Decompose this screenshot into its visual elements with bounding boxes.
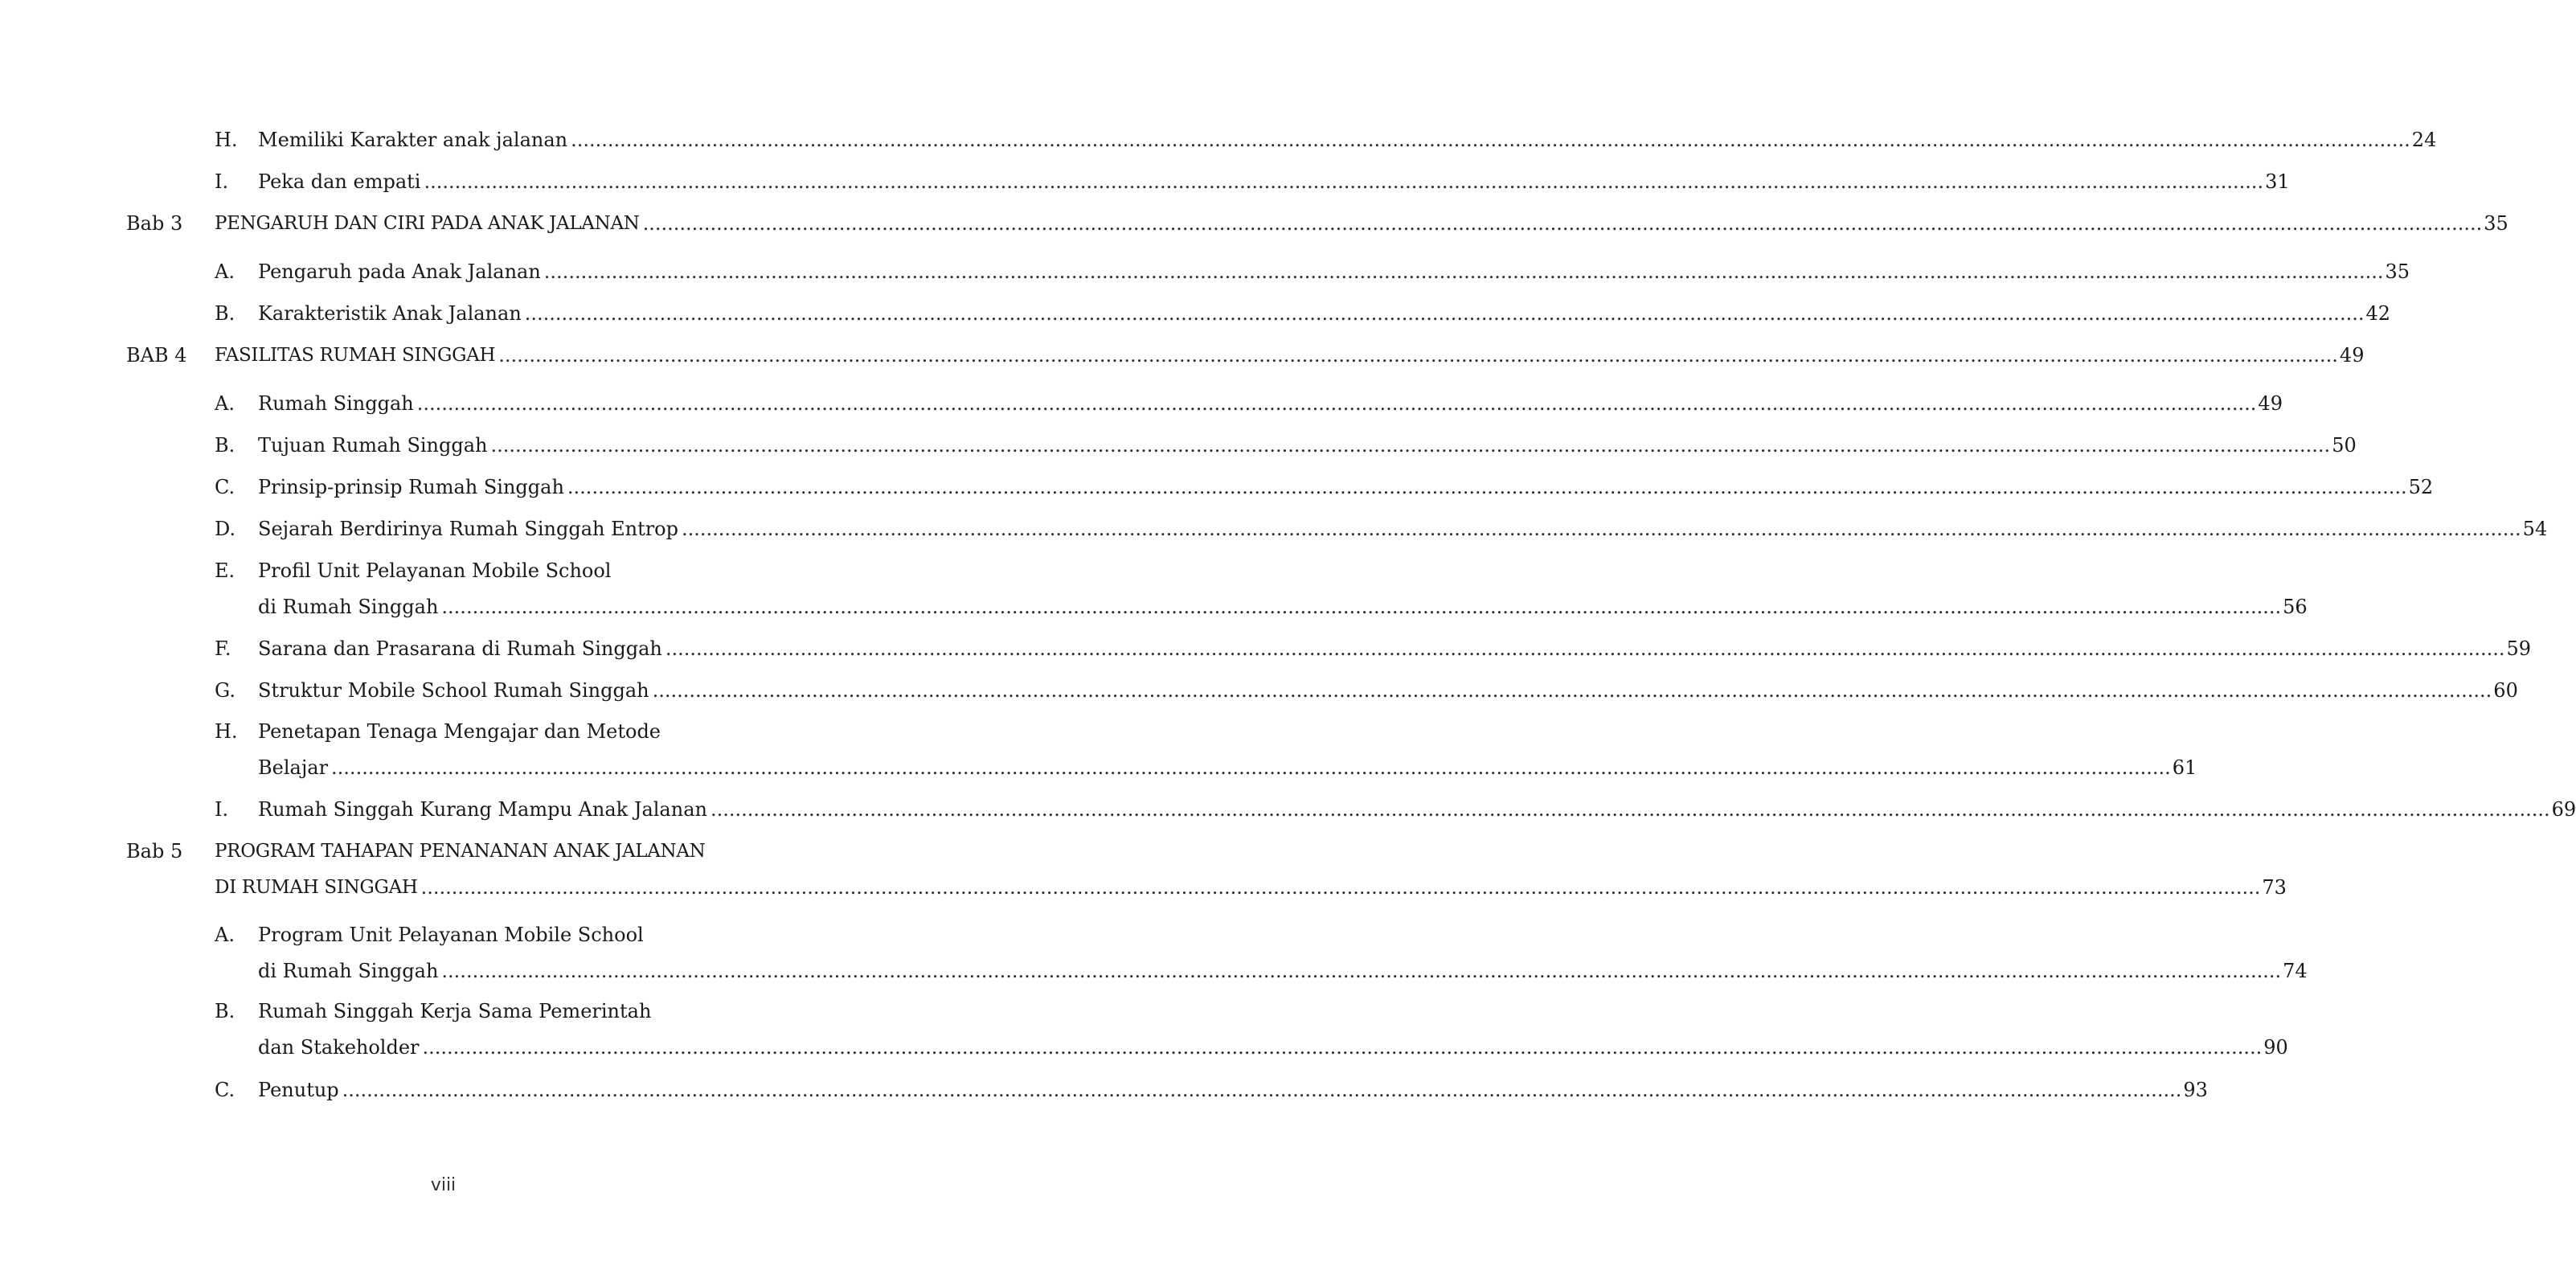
toc-dot-leader: ............................................................................................................................................................................................................................................................................................................ — [524, 302, 2365, 325]
toc-entry-title: dan Stakeholder — [258, 1036, 420, 1059]
toc-dot-leader: ............................................................................................................................................................................................................................................................................................................ — [498, 344, 2338, 367]
toc-dot-leader: ............................................................................................................................................................................................................................................................................................................ — [441, 960, 2282, 982]
toc-entry-title: Pengaruh pada Anak Jalanan — [258, 260, 541, 283]
toc-page-number: 93 — [2183, 1079, 2208, 1101]
toc-page-number: 49 — [2339, 344, 2365, 367]
toc-section-entry — [0, 472, 2434, 502]
toc-section-label: A. — [215, 924, 235, 946]
toc-section-entry — [0, 166, 2290, 197]
toc-entry-title: Memiliki Karakter anak jalanan — [258, 129, 568, 151]
toc-section-entry — [0, 675, 2518, 706]
toc-entry-title: Belajar — [258, 756, 329, 779]
toc-entry-title: Prinsip-prinsip Rumah Singgah — [258, 476, 564, 498]
toc-section-label: B. — [215, 1000, 235, 1022]
toc-page-number: 35 — [2385, 260, 2410, 283]
toc-dot-leader: ............................................................................................................................................................................................................................................................................................................ — [665, 637, 2505, 660]
toc-dot-leader: ............................................................................................................................................................................................................................................................................................................ — [420, 876, 2261, 899]
toc-page-number: 31 — [2265, 170, 2290, 193]
toc-section-entry — [0, 256, 2410, 287]
toc-page-number: 60 — [2493, 679, 2518, 702]
toc-dot-leader: ............................................................................................................................................................................................................................................................................................................ — [424, 170, 2264, 193]
toc-section-label: F. — [215, 637, 231, 660]
toc-entry-title: Rumah Singgah Kurang Mampu Anak Jalanan — [258, 798, 707, 821]
toc-entry-title: di Rumah Singgah — [258, 596, 439, 618]
toc-dot-leader: ............................................................................................................................................................................................................................................................................................................ — [652, 679, 2492, 702]
toc-entry-title: Penutup — [258, 1079, 339, 1101]
toc-entry-title-line1: PROGRAM TAHAPAN PENANANAN ANAK JALANAN — [215, 841, 706, 862]
toc-entry-title-line1: Profil Unit Pelayanan Mobile School — [258, 559, 612, 582]
toc-dot-leader: ............................................................................................................................................................................................................................................................................................................ — [710, 798, 2550, 821]
toc-page-number: 35 — [2484, 212, 2508, 235]
toc-section-label: H. — [215, 720, 238, 743]
toc-entry-title: Karakteristik Anak Jalanan — [258, 302, 522, 325]
toc-section-label: I. — [215, 798, 229, 821]
toc-section-entry — [0, 633, 2532, 664]
toc-dot-leader: ............................................................................................................................................................................................................................................................................................................ — [567, 476, 2407, 498]
toc-page-number: 56 — [2283, 596, 2308, 618]
toc-page-number: 90 — [2263, 1036, 2288, 1059]
toc-dot-leader: ............................................................................................................................................................................................................................................................................................................ — [571, 129, 2410, 151]
toc-dot-leader: ............................................................................................................................................................................................................................................................................................................ — [682, 518, 2521, 540]
toc-entry-title: Sejarah Berdirinya Rumah Singgah Entrop — [258, 518, 678, 540]
toc-page-number: 54 — [2522, 518, 2548, 540]
toc-page-number: 74 — [2283, 960, 2308, 982]
toc-dot-leader: ............................................................................................................................................................................................................................................................................................................ — [422, 1036, 2263, 1059]
toc-entry-title: Rumah Singgah — [258, 392, 414, 415]
page-number: viii — [430, 1175, 457, 1195]
toc-page-number: 59 — [2506, 637, 2532, 660]
toc-dot-leader: ............................................................................................................................................................................................................................................................................................................ — [490, 434, 2331, 457]
toc-entry-title: DI RUMAH SINGGAH — [215, 877, 418, 898]
toc-section-entry — [0, 794, 2576, 825]
toc-dot-leader: ............................................................................................................................................................................................................................................................................................................ — [331, 756, 2171, 779]
toc-section-label: C. — [215, 476, 235, 498]
toc-dot-leader: ............................................................................................................................................................................................................................................................................................................ — [342, 1079, 2182, 1101]
toc-section-label: D. — [215, 518, 236, 540]
toc-dot-leader: ............................................................................................................................................................................................................................................................................................................ — [642, 212, 2483, 235]
toc-section-entry — [0, 1075, 2208, 1105]
toc-page-number: 42 — [2365, 302, 2390, 325]
toc-section-label: E. — [215, 559, 235, 582]
toc-section-entry — [0, 514, 2548, 544]
toc-section-label: G. — [215, 679, 235, 702]
toc-section-label: A. — [215, 260, 235, 283]
toc-dot-leader: ............................................................................................................................................................................................................................................................................................................ — [416, 392, 2257, 415]
toc-chapter-label: Bab 5 — [126, 840, 183, 862]
toc-section-entry — [0, 716, 2197, 783]
toc-section-label: H. — [215, 129, 238, 151]
toc-chapter-entry — [0, 340, 2365, 371]
toc-section-entry — [0, 430, 2357, 461]
toc-entry-title: Tujuan Rumah Singgah — [258, 434, 488, 457]
toc-page-number: 50 — [2332, 434, 2357, 457]
toc-page-number: 69 — [2551, 798, 2576, 821]
toc-section-entry — [0, 298, 2390, 329]
toc-page-number: 49 — [2258, 392, 2283, 415]
toc-section-label: B. — [215, 302, 235, 325]
toc-section-entry — [0, 555, 2308, 622]
toc-section-entry — [0, 920, 2308, 986]
toc-entry-title-line1: Rumah Singgah Kerja Sama Pemerintah — [258, 1000, 652, 1022]
toc-section-entry — [0, 125, 2437, 155]
toc-entry-title-line1: Penetapan Tenaga Mengajar dan Metode — [258, 720, 661, 743]
toc-page-number: 73 — [2262, 876, 2287, 899]
toc-section-entry — [0, 388, 2283, 419]
toc-chapter-label: Bab 3 — [126, 212, 183, 235]
toc-dot-leader: ............................................................................................................................................................................................................................................................................................................ — [441, 596, 2282, 618]
toc-chapter-entry — [0, 208, 2508, 239]
toc-section-label: C. — [215, 1079, 235, 1101]
toc-entry-title: Struktur Mobile School Rumah Singgah — [258, 679, 649, 702]
toc-page-number: 24 — [2411, 129, 2437, 151]
toc-entry-title: FASILITAS RUMAH SINGGAH — [215, 345, 496, 366]
toc-chapter-entry — [0, 836, 2287, 903]
toc-entry-title: di Rumah Singgah — [258, 960, 439, 982]
toc-page-number: 52 — [2408, 476, 2434, 498]
toc-entry-title: Peka dan empati — [258, 170, 421, 193]
toc-entry-title: Sarana dan Prasarana di Rumah Singgah — [258, 637, 662, 660]
toc-entry-title: PENGARUH DAN CIRI PADA ANAK JALANAN — [215, 213, 640, 234]
toc-page-number: 61 — [2172, 756, 2197, 779]
toc-entry-title-line1: Program Unit Pelayanan Mobile School — [258, 924, 644, 946]
toc-section-label: I. — [215, 170, 229, 193]
toc-chapter-label: BAB 4 — [126, 344, 187, 367]
toc-section-label: A. — [215, 392, 235, 415]
toc-section-label: B. — [215, 434, 235, 457]
toc-section-entry — [0, 996, 2288, 1063]
toc-dot-leader: ............................................................................................................................................................................................................................................................................................................ — [543, 260, 2384, 283]
